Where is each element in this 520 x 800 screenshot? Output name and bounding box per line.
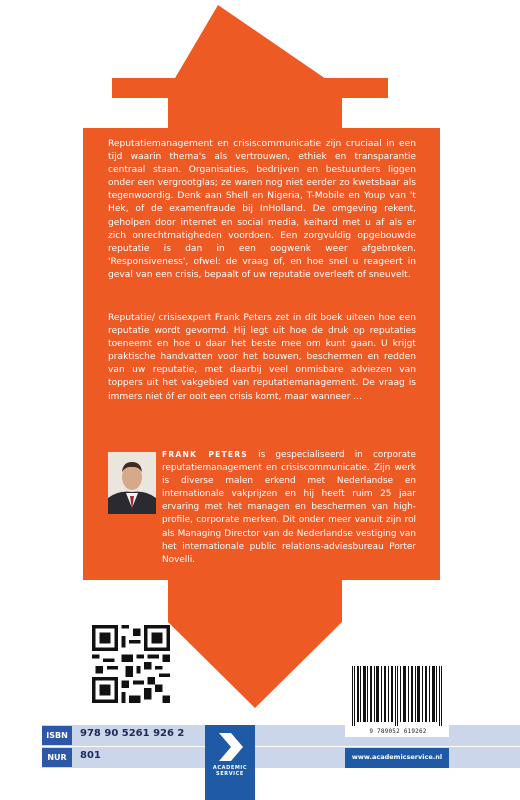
publisher-url[interactable]: www.academicservice.nl <box>351 753 443 761</box>
qr-code-icon <box>92 625 170 703</box>
author-name: FRANK PETERS <box>162 450 248 459</box>
publisher-name <box>205 765 255 777</box>
author-portrait-icon <box>108 452 156 514</box>
chevron-right-icon <box>205 727 255 767</box>
isbn-value: 978 90 5261 926 2 <box>80 728 185 739</box>
barcode-digits: 9 789052 619262 <box>369 728 427 735</box>
description-paragraph-1: Reputatiemanagement en crisiscommunicatie zijn cruciaal in een tijd waarin thema's als vertrouwen, ethiek en transparantie centraal staan. Organisaties, bedrijven en bestuurders liggen onder een vergrootglas; ze waren nog niet eerder zo kwetsbaar als tegenwoordig. Denk aan Shell en Nigeria, T-Mobile en Youp van 't Hek, of de examenfraude bij InHolland. De omgeving rekent, geholpen door internet en social media, keihard met u af als er zich onrechtmatigheden voordoen. Een zorgvuldig opgebouwde reputatie is dan in een oogwenk weer afgebroken. 'Responsiveness', ofwel: de vraag of, en hoe snel u reageert in geval van een crisis, bepaalt of uw reputatie overleeft of sneuvelt. <box>108 139 416 280</box>
publisher-name-line2: SERVICE <box>216 771 244 777</box>
barcode-icon <box>350 666 444 726</box>
isbn-label: ISBN <box>42 726 72 745</box>
author-bio <box>162 448 416 567</box>
footer-divider <box>42 746 520 747</box>
nur-value: 801 <box>80 750 101 761</box>
author-bio-text: is gespecialiseerd in corporate reputatiemanagement en crisiscommunicatie. Zijn werk is diverse malen erkend met Nederlandse en internationale vakprijzen en hij heeft ruim 25 jaar ervaring met het managen en beschermen van high-profile, corporate merken. Dit onder meer vanuit zijn rol als Managing Director van de Nederlandse vestiging van het internationale public relations-adviesbureau Porter Novelli. <box>162 450 416 565</box>
publisher-name-line1: ACADEMIC <box>212 765 248 771</box>
nur-label: NUR <box>42 748 72 767</box>
description-paragraph-2: Reputatie/ crisisexpert Frank Peters zet in dit boek uiteen hoe een reputatie wordt gevormd. Hij legt uit hoe de druk op reputaties toeneemt en hoe u daar het beste mee om kunt gaan. U krijgt praktische handvatten voor het bouwen, beschermen en redden van uw reputatie, met daarbij veel onmisbare adviezen van toppers uit het vakgebied van reputatiemanagement. De vraag is immers niet óf er ooit een crisis komt, maar wanneer ... <box>108 313 416 402</box>
publisher-logo <box>205 725 255 800</box>
inner-light-band <box>112 78 388 98</box>
